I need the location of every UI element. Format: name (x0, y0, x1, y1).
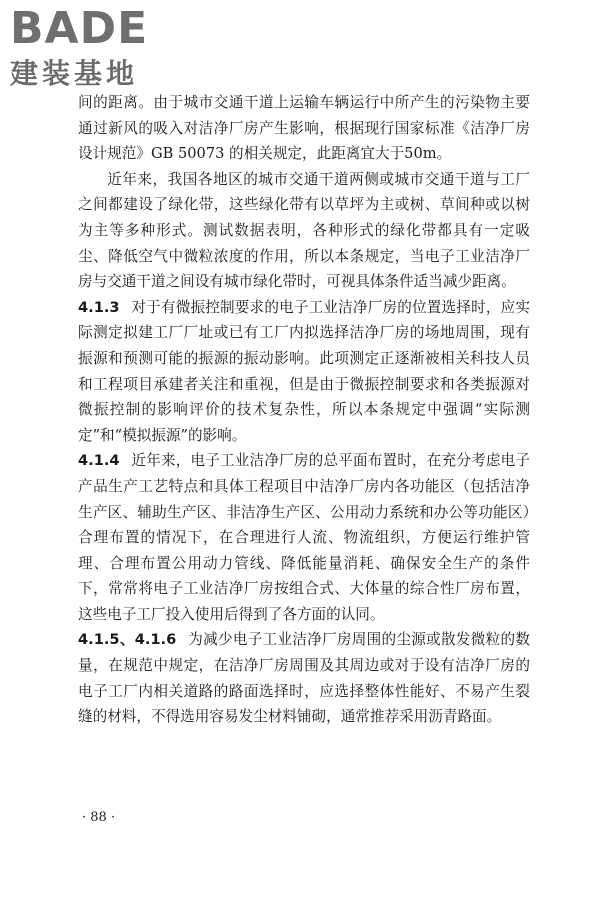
clause-number: 4.1.4 (78, 452, 120, 470)
brand-logo (10, 3, 185, 90)
page-number: · 88 · (82, 810, 116, 825)
paragraph-text: 为减少电子工业洁净厂房周围的尘源或散发微粒的数量，在规范中规定，在洁净厂房周围及其周边或对于设有洁净厂房的电子工厂内相关道路的路面选择时，应选择整体性能好、不易产生裂缝的材料，不得选用容易发尘材料铺砌，通常推荐采用沥青路面。 (78, 631, 530, 726)
paragraph-text: 间的距离。由于城市交通干道上运输车辆运行中所产生的污染物主要通过新风的吸入对洁净厂房产生影响，根据现行国家标准《洁净厂房设计规范》GB 50073 的相关规定，此距离宜大于50m。 (78, 94, 530, 163)
paragraph (78, 295, 530, 449)
clause-number: 4.1.5、4.1.6 (78, 631, 177, 649)
paragraph (78, 90, 530, 167)
paragraph (78, 167, 530, 295)
logo-subtitle: 建装基地 (10, 57, 139, 90)
page-body (78, 90, 530, 730)
paragraph-text: 对于有微振控制要求的电子工业洁净厂房的位置选择时，应实际测定拟建工厂厂址或已有工厂内拟选择洁净厂房的场地周围，现有振源和预测可能的振源的振动影响。此项测定正逐渐被相关科技人员和工程项目承建者关注和重视，但是由于微振控制要求和各类振源对微振控制的影响评价的技术复杂性，所以本条规定中强调“实际测定”和“模拟振源”的影响。 (78, 298, 530, 444)
clause-number: 4.1.3 (78, 298, 120, 316)
logo-wordmark: BADE (10, 3, 149, 54)
paragraph (78, 627, 530, 729)
paragraph-text: 近年来，我国各地区的城市交通干道两侧或城市交通干道与工厂之间都建设了绿化带，这些绿化带有以草坪为主或树、草间种或以树为主等多种形式。测试数据表明，各种形式的绿化带都具有一定吸尘、降低空气中微粒浓度的作用，所以本条规定，当电子工业洁净厂房与交通干道之间设有城市绿化带时，可视具体条件适当减少距离。 (78, 170, 530, 291)
paragraph (78, 448, 530, 627)
paragraph-text: 近年来，电子工业洁净厂房的总平面布置时，在充分考虑电子产品生产工艺特点和具体工程项目中洁净厂房内各功能区（包括洁净生产区、辅助生产区、非洁净生产区、公用动力系统和办公等功能区）合理布置的情况下，在合理进行人流、物流组织，方便运行维护管理、合理布置公用动力管线、降低能量消耗、确保安全生产的条件下，常常将电子工业洁净厂房按组合式、大体量的综合性厂房布置，这些电子工厂投入使用后得到了各方面的认同。 (78, 452, 530, 623)
